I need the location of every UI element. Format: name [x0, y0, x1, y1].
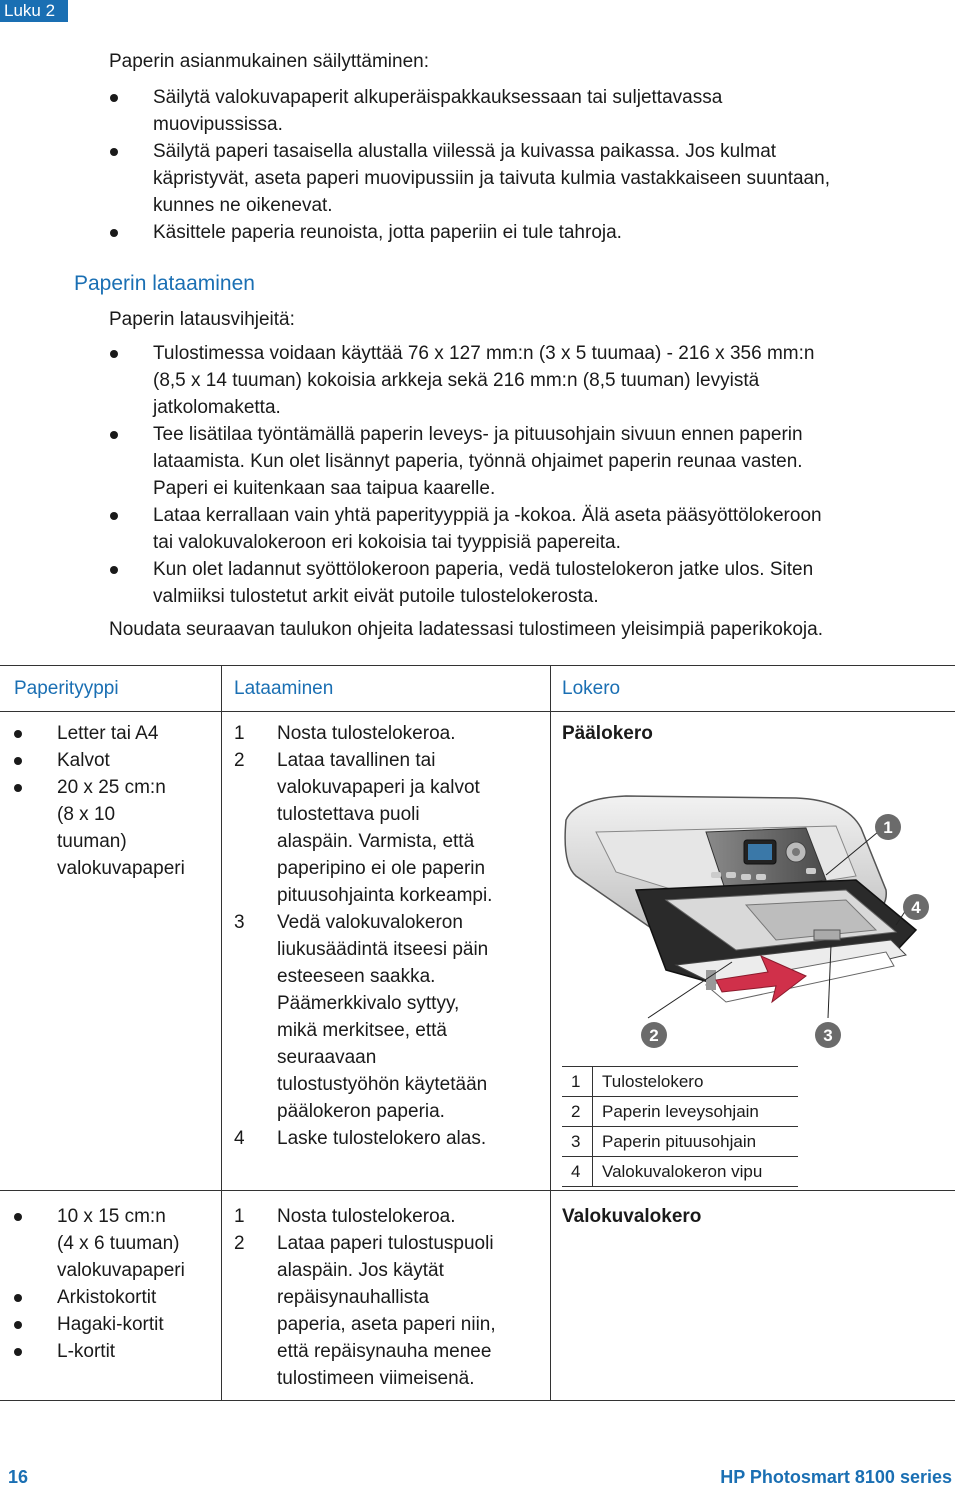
header-loading: Lataaminen: [234, 678, 334, 699]
legend-divider: [592, 1157, 593, 1187]
paper-type-line: 20 x 25 cm:n: [57, 777, 166, 798]
step-text: Laske tulostelokero alas.: [277, 1128, 487, 1149]
tray-photo: Valokuvalokero: [562, 1206, 702, 1227]
bullet-icon: [14, 757, 22, 765]
step-text: tulostustyöhön käytetään: [277, 1074, 488, 1095]
step-number: 2: [234, 750, 245, 771]
bullet-icon: [110, 431, 118, 439]
page-number: 16: [8, 1467, 29, 1486]
bullet-icon: [110, 512, 118, 520]
product-name: HP Photosmart 8100 series: [720, 1467, 952, 1486]
header-tray: Lokero: [562, 678, 621, 699]
step-number: 2: [234, 1233, 245, 1254]
callout-badge: [640, 1021, 668, 1049]
step-text: tulostimeen viimeisenä.: [277, 1368, 475, 1389]
chapter-tab: Luku 2: [0, 0, 68, 22]
legend-number: 4: [571, 1162, 581, 1181]
step-text: seuraavaan: [277, 1047, 377, 1068]
paper-type-line: (8 x 10: [57, 804, 116, 825]
loading-bullet-line: lataamista. Kun olet lisännyt paperia, työnnä ohjaimet paperin reunaa vasten.: [153, 451, 803, 472]
callout-badge: [874, 813, 902, 841]
paper-type-line: Letter tai A4: [57, 723, 159, 744]
bullet-icon: [14, 1321, 22, 1329]
paper-type-line: tuuman): [57, 831, 127, 852]
bullet-icon: [110, 94, 118, 102]
paper-type-line: valokuvapaperi: [57, 858, 185, 879]
loading-bullet-line: Tulostimessa voidaan käyttää 76 x 127 mm:n (3 x 5 tuumaa) - 216 x 356 mm:n: [153, 343, 815, 364]
callout-label: 3: [823, 1026, 833, 1045]
step-text: tulostettava puoli: [277, 804, 420, 825]
bullet-icon: [110, 148, 118, 156]
loading-bullet-line: Kun olet ladannut syöttölokeroon paperia, vedä tulostelokeron jatke ulos. Siten: [153, 559, 814, 580]
loading-bullet-line: valmiiksi tulostetut arkit eivät putoile tulostelokerosta.: [153, 586, 599, 607]
loading-bullet-line: Tee lisätilaa työntämällä paperin leveys- ja pituusohjain sivuun ennen paperin: [153, 424, 803, 445]
paper-type-line: (4 x 6 tuuman): [57, 1233, 180, 1254]
step-text: alaspäin. Varmista, että: [277, 831, 475, 852]
loading-bullet-line: tai valokuvalokeroon eri kokoisia tai tyyppisiä papereita.: [153, 532, 621, 553]
callout-label: 2: [649, 1026, 659, 1045]
legend-label: Paperin pituusohjain: [602, 1132, 757, 1151]
bullet-icon: [14, 1213, 22, 1221]
loading-bullet-line: jatkolomaketta.: [153, 397, 281, 418]
loading-bullet-line: Paperi ei kuitenkaan saa taipua kaarelle.: [153, 478, 496, 499]
header-paper-type: Paperityyppi: [14, 678, 119, 699]
loading-bullet-line: Lataa kerrallaan vain yhtä paperityyppiä ja -kokoa. Älä aseta pääsyöttölokeroon: [153, 505, 822, 526]
paper-type-line: L-kortit: [57, 1341, 116, 1362]
step-text: repäisynauhallista: [277, 1287, 430, 1308]
paper-type-line: valokuvapaperi: [57, 1260, 185, 1281]
bullet-icon: [110, 350, 118, 358]
table-top-rule: [0, 665, 955, 666]
storage-bullet-line: Käsittele paperia reunoista, jotta paperiin ei tule tahroja.: [153, 222, 622, 243]
step-text: esteeseen saakka.: [277, 966, 436, 987]
step-text: pituusohjainta korkeampi.: [277, 885, 493, 906]
step-text: paperia, aseta paperi niin,: [277, 1314, 496, 1335]
legend-label: Tulostelokero: [602, 1072, 704, 1091]
table-bottom-rule: [0, 1400, 955, 1401]
bullet-icon: [14, 1294, 22, 1302]
storage-bullet-line: kunnes ne oikenevat.: [153, 195, 333, 216]
paper-type-line: Kalvot: [57, 750, 110, 771]
column-rule: [221, 665, 222, 1400]
section-title: Paperin lataaminen: [74, 272, 255, 295]
paper-type-line: Arkistokortit: [57, 1287, 157, 1308]
bullet-icon: [110, 566, 118, 574]
legend-number: 2: [571, 1102, 581, 1121]
storage-heading: Paperin asianmukainen säilyttäminen:: [109, 51, 430, 72]
tray-main: Päälokero: [562, 723, 653, 744]
column-rule: [550, 665, 551, 1400]
step-text: liukusäädintä itseesi päin: [277, 939, 489, 960]
legend-row: [562, 1157, 798, 1187]
storage-bullet-line: Säilytä valokuvapaperit alkuperäispakkauksessaan tai suljettavassa: [153, 87, 723, 108]
paper-type-line: 10 x 15 cm:n: [57, 1206, 166, 1227]
bullet-icon: [14, 784, 22, 792]
step-text: Päämerkkivalo syttyy,: [277, 993, 460, 1014]
callout-badge: [814, 1021, 842, 1049]
loading-intro: Paperin latausvihjeitä:: [109, 309, 295, 330]
legend-divider: [592, 1067, 593, 1097]
step-number: 1: [234, 723, 245, 744]
storage-bullet-line: käpristyvät, aseta paperi muovipussiin ja taivuta kulmia vastakkaiseen suuntaan,: [153, 168, 830, 189]
bullet-icon: [14, 730, 22, 738]
legend-row: [562, 1097, 798, 1127]
step-number: 4: [234, 1128, 245, 1149]
step-text: Nosta tulostelokeroa.: [277, 1206, 456, 1227]
callout-badge: [902, 893, 930, 921]
step-text: valokuvapaperi ja kalvot: [277, 777, 480, 798]
legend-number: 1: [571, 1072, 581, 1091]
step-text: että repäisynauha menee: [277, 1341, 492, 1362]
callout-label: 1: [883, 818, 893, 837]
step-text: Lataa tavallinen tai: [277, 750, 436, 771]
row-rule: [0, 1190, 955, 1191]
bullet-icon: [14, 1348, 22, 1356]
step-text: alaspäin. Jos käytät: [277, 1260, 444, 1281]
legend-row: [562, 1067, 798, 1097]
step-text: paperipino ei ole paperin: [277, 858, 486, 879]
storage-bullet-line: muovipussissa.: [153, 114, 283, 135]
step-text: mikä merkitsee, että: [277, 1020, 447, 1041]
legend-label: Valokuvalokeron vipu: [602, 1162, 763, 1181]
legend-number: 3: [571, 1132, 581, 1151]
step-text: Vedä valokuvalokeron: [277, 912, 463, 933]
legend-label: Paperin leveysohjain: [602, 1102, 759, 1121]
callout-label: 4: [911, 898, 921, 917]
step-number: 3: [234, 912, 245, 933]
legend-row: [562, 1127, 798, 1157]
storage-bullet-line: Säilytä paperi tasaisella alustalla viilessä ja kuivassa paikassa. Jos kulmat: [153, 141, 777, 162]
table-note: Noudata seuraavan taulukon ohjeita ladatessasi tulostimeen yleisimpiä paperikokoja.: [109, 619, 823, 640]
step-text: Lataa paperi tulostuspuoli: [277, 1233, 494, 1254]
step-text: päälokeron paperia.: [277, 1101, 445, 1122]
bullet-icon: [110, 229, 118, 237]
step-text: Nosta tulostelokeroa.: [277, 723, 456, 744]
header-rule: [0, 711, 955, 712]
legend-divider: [592, 1097, 593, 1127]
loading-bullet-line: (8,5 x 14 tuuman) kokoisia arkkeja sekä 216 mm:n (8,5 tuuman) levyistä: [153, 370, 760, 391]
step-number: 1: [234, 1206, 245, 1227]
legend-divider: [592, 1127, 593, 1157]
paper-type-line: Hagaki-kortit: [57, 1314, 164, 1335]
